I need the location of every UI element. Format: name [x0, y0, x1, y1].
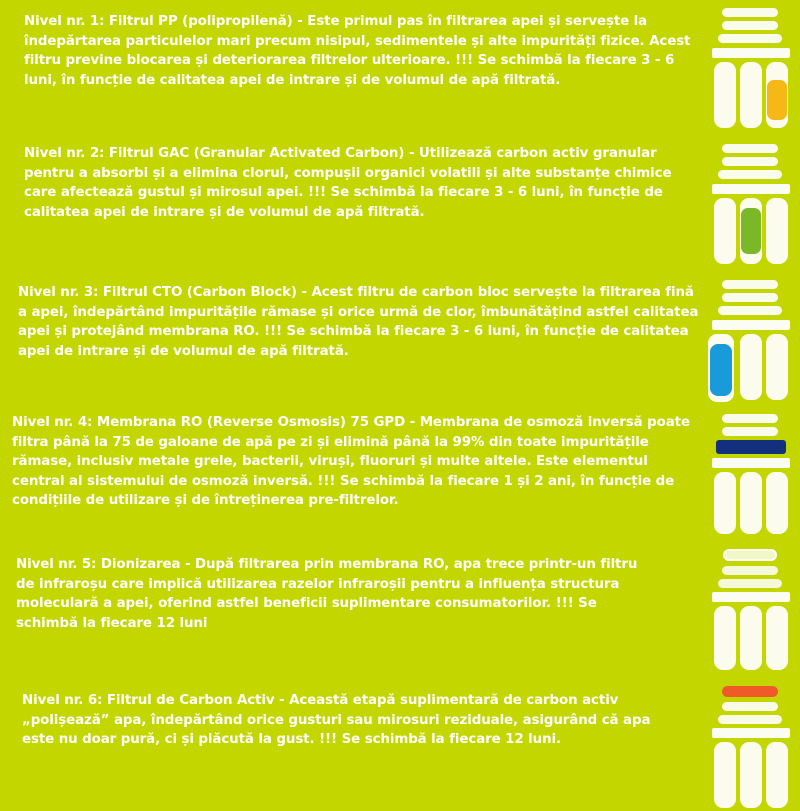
filter-unit-1-image: [706, 6, 796, 132]
post-carbon-orange: [722, 686, 778, 697]
level-5-description: Nivel nr. 5: Dionizarea - După filtrarea prin membrana RO, apa trece printr-un filtru de infraroșu care implică utilizarea razelor infraroșii pentru a influența structura moleculară a apei, oferind astfel beneficii suplimentare consumatorilor. !!! Se schimbă la fiecare 12 luni: [16, 557, 638, 631]
filter-unit-2-image: [706, 142, 796, 268]
level-1-description: Nivel nr. 1: Filtrul PP (polipropilenă) - Este primul pas în filtrarea apei și servește la îndepărtarea particulelor mari precum nisipul, sedimentele și alte impurități fizice. Acest filtru previne blocarea și deteriorarea filtrelor ulterioare. !!! Se schimbă la fiecare 3 - 6 luni, în funcție de calitatea apei de intrare și de volumul de apă filtrată.: [24, 14, 691, 88]
filter-unit-6-image: [706, 684, 796, 811]
cto-filter-blue: [710, 344, 732, 396]
gac-filter-green: [741, 208, 761, 254]
ro-membrane-navy: [716, 440, 786, 454]
level-6-description: Nivel nr. 6: Filtrul de Carbon Activ - Această etapă suplimentară de carbon activ „polișează” apa, îndepărtând orice gusturi sau mirosuri reziduale, asigurând că apa este nu doar pură, ci și plăcută la gust. !!! Se schimbă la fiecare 12 luni.: [22, 693, 651, 747]
filter-unit-4-image: [706, 412, 796, 538]
infrared-filter-top: [724, 550, 776, 560]
level-3-description: Nivel nr. 3: Filtrul CTO (Carbon Block) - Acest filtru de carbon bloc servește la filtrarea fină a apei, îndepărtând impuritățile rămase și orice urmă de clor, îmbunătățind astfel calitatea apei și protejând membrana RO. !!! Se schimbă la fiecare 3 - 6 luni, în funcție de calitatea apei de intrare și de volumul de apă filtrată.: [18, 285, 699, 359]
filter-unit-5-image: [706, 548, 796, 674]
filter-unit-3-image: [706, 278, 796, 404]
level-2-description: Nivel nr. 2: Filtrul GAC (Granular Activated Carbon) - Utilizează carbon activ granular pentru a absorbi și a elimina clorul, compușii organici volatili și alte substanțe chimice care afectează gustul și mirosul apei. !!! Se schimbă la fiecare 3 - 6 luni, în funcție de calitatea apei de intrare și de volumul de apă filtrată.: [24, 146, 672, 220]
pp-filter-yellow: [767, 80, 787, 120]
level-4-description: Nivel nr. 4: Membrana RO (Reverse Osmosis) 75 GPD - Membrana de osmoză inversă poate filtra până la 75 de galoane de apă pe zi și elimină până la 99% din toate impuritățile rămase, inclusiv metale grele, bacterii, viruși, fluoruri și multe altele. Este elementul central al sistemului de osmoză inversă. !!! Se schimbă la fiecare 1 și 2 ani, în funcție de condițiile de utilizare și de întreținerea pre-filtrelor.: [12, 415, 690, 508]
